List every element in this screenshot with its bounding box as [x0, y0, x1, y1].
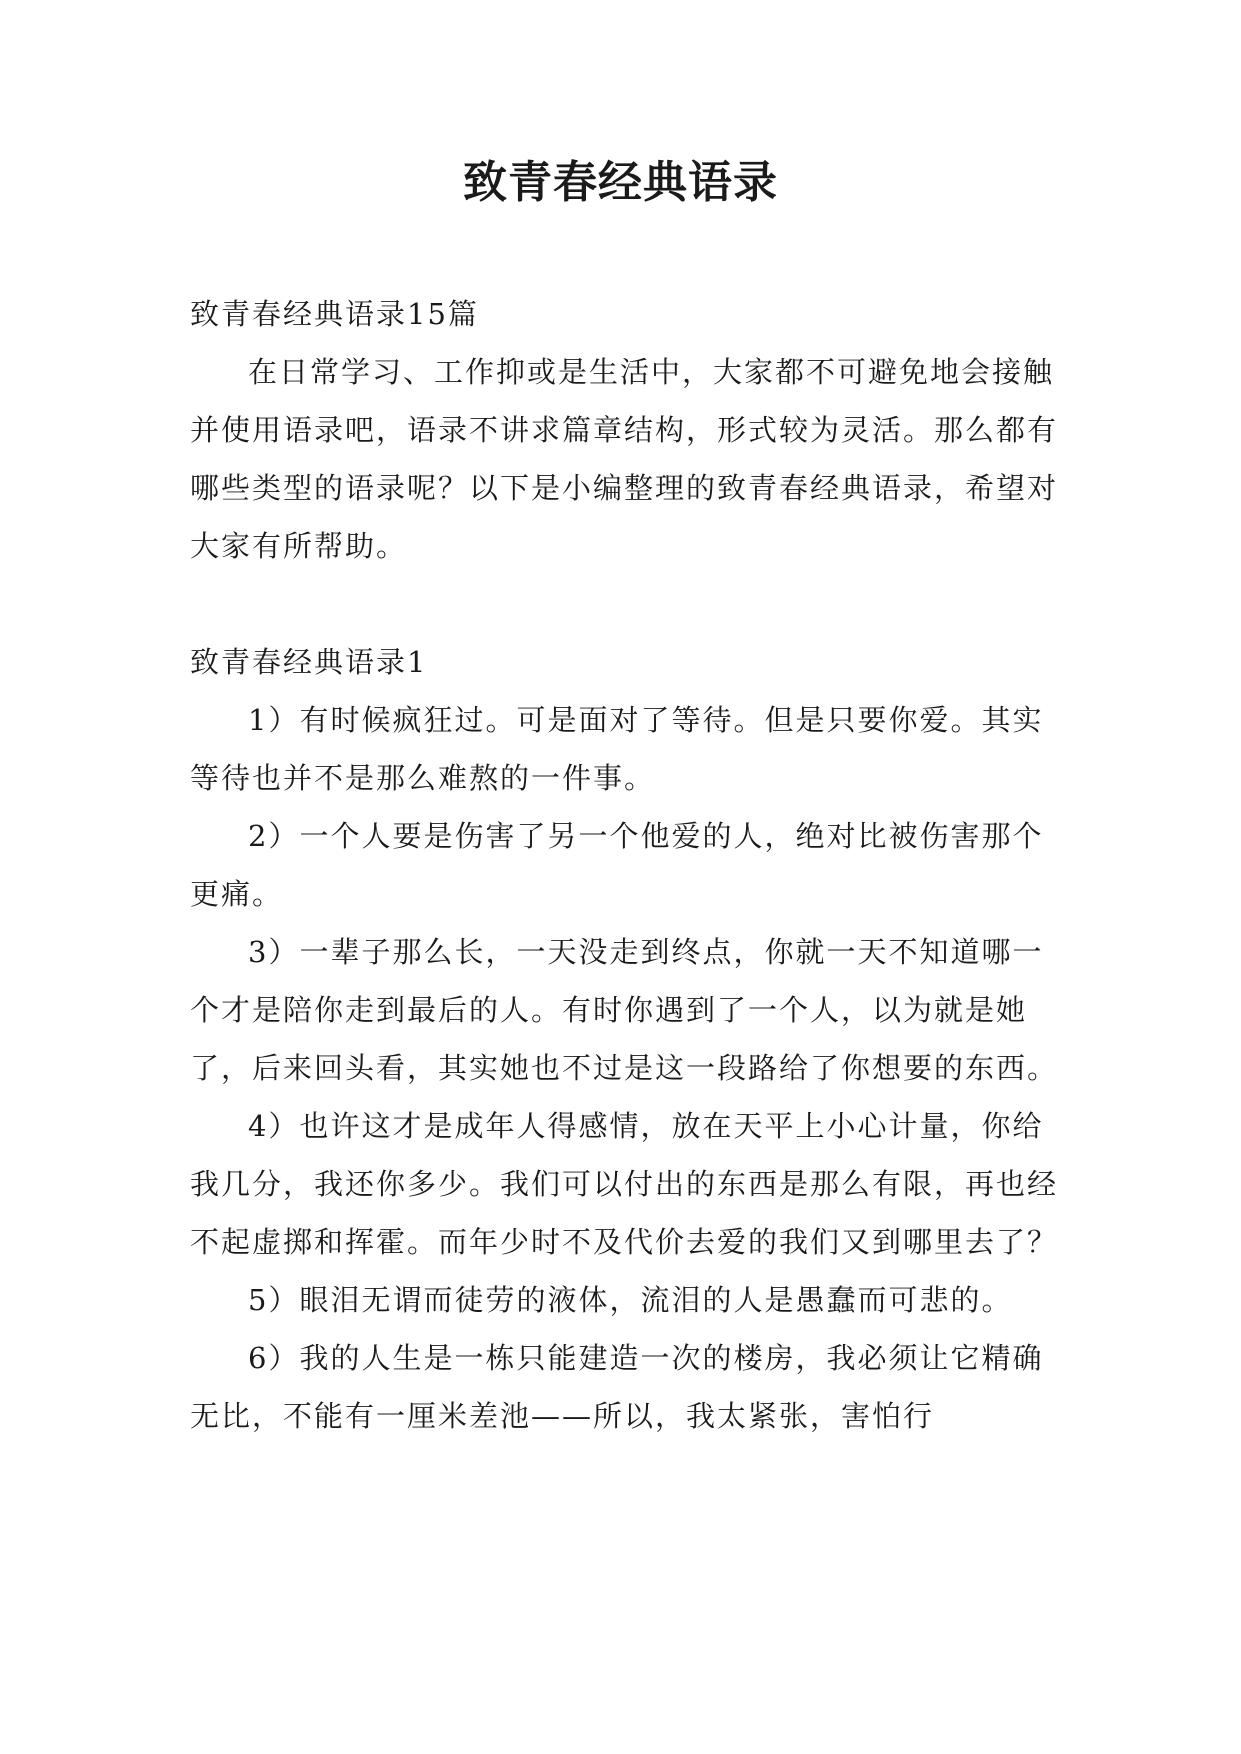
quote-item: 2）一个人要是伤害了另一个他爱的人，绝对比被伤害那个更痛。	[190, 819, 1044, 911]
document-title: 致青春经典语录	[463, 157, 778, 208]
intro-paragraph: 在日常学习、工作抑或是生活中，大家都不可避免地会接触并使用语录吧，语录不讲求篇章结构，形式较为灵活。那么都有哪些类型的语录呢？以下是小编整理的致青春经典语录，希望对大家有所帮助。	[190, 355, 1059, 563]
quote-item: 3）一辈子那么长，一天没走到终点，你就一天不知道哪一个才是陪你走到最后的人。有时你遇到了一个人，以为就是她了，后来回头看，其实她也不过是这一段路给了你想要的东西。	[190, 935, 1059, 1085]
section-heading: 致青春经典语录1	[190, 645, 428, 679]
quote-item: 5）眼泪无谓而徒劳的液体，流泪的人是愚蠢而可悲的。	[248, 1283, 1013, 1317]
quote-item: 4）也许这才是成年人得感情，放在天平上小心计量，你给我几分，我还你多少。我们可以付出的东西是那么有限，再也经不起虚掷和挥霍。而年少时不及代价去爱的我们又到哪里去了？	[190, 1109, 1059, 1259]
document-subtitle: 致青春经典语录15篇	[190, 297, 479, 331]
document-body	[190, 285, 1060, 1445]
quote-item: 6）我的人生是一栋只能建造一次的楼房，我必须让它精确无比，不能有一厘米差池——所以，我太紧张，害怕行	[190, 1341, 1044, 1433]
quote-item: 1）有时候疯狂过。可是面对了等待。但是只要你爱。其实等待也并不是那么难熬的一件事。	[190, 703, 1044, 795]
